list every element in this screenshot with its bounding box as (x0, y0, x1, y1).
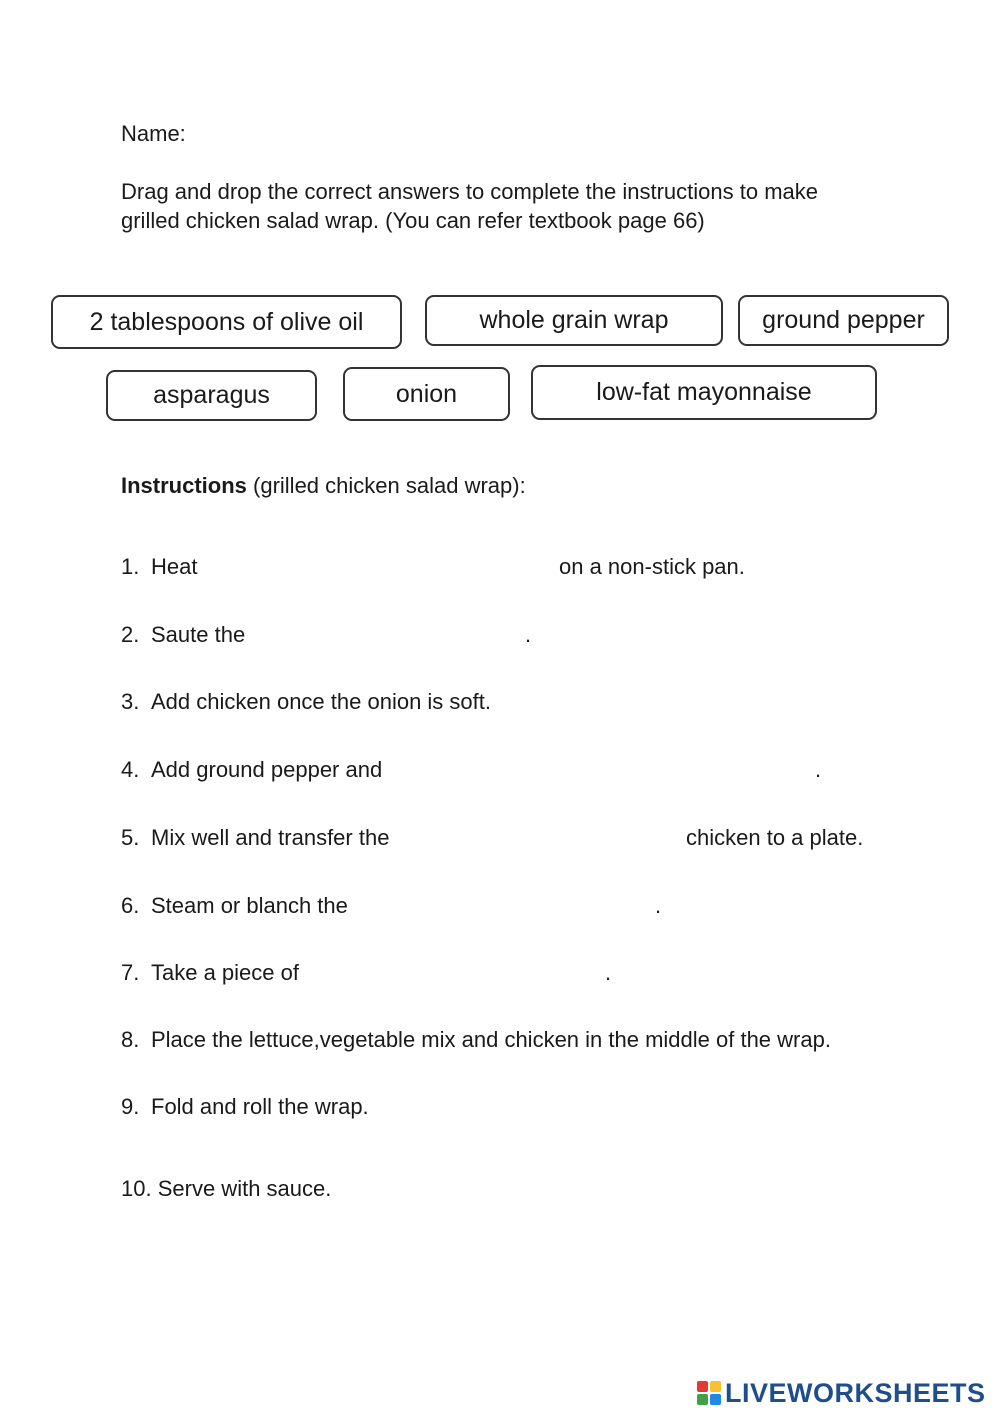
step-4 (121, 755, 382, 785)
step-1-text-after: on a non-stick pan. (559, 554, 745, 579)
step-4-text-after: . (815, 757, 822, 782)
liveworksheets-logo (697, 1376, 986, 1410)
step-text-before: Saute the (151, 622, 246, 647)
step-number: 9. (121, 1094, 140, 1119)
answer-chip-onion[interactable]: onion (343, 367, 510, 421)
step-number: 10. (121, 1176, 152, 1201)
step-6 (121, 891, 348, 921)
step-text-before: Mix well and transfer the (151, 825, 390, 850)
answer-chip-olive-oil[interactable]: 2 tablespoons of olive oil (51, 295, 402, 349)
step-7-text-after: . (605, 960, 612, 985)
step-9 (121, 1092, 369, 1122)
step-number: 4. (121, 757, 140, 782)
instructions-heading-rest: (grilled chicken salad wrap): (246, 473, 526, 498)
step-text: Add chicken once the onion is soft. (151, 689, 491, 714)
instruction-line-1: Drag and drop the correct answers to complete the instructions to make (121, 179, 819, 204)
step-5-text-after: chicken to a plate. (686, 825, 864, 850)
step-6-text-after: . (655, 893, 662, 918)
step-3 (121, 687, 491, 717)
step-2-text-after: . (525, 622, 532, 647)
step-7 (121, 958, 299, 988)
liveworksheets-logo-icon (697, 1381, 721, 1405)
step-text: Serve with sauce. (157, 1176, 332, 1201)
drop-zone-4[interactable] (414, 820, 678, 856)
drop-zone-6[interactable] (321, 955, 601, 991)
instructions-heading (121, 471, 526, 501)
instruction-line-2: grilled chicken salad wrap. (You can refer textbook page 66) (121, 208, 705, 233)
step-2 (121, 620, 245, 650)
step-number: 5. (121, 825, 140, 850)
step-number: 2. (121, 622, 140, 647)
step-10 (121, 1174, 331, 1204)
answer-chip-asparagus[interactable]: asparagus (106, 370, 317, 421)
step-1 (121, 552, 197, 582)
step-number: 8. (121, 1027, 140, 1052)
step-text-before: Take a piece of (151, 960, 299, 985)
step-8 (121, 1025, 831, 1055)
drop-zone-5[interactable] (370, 888, 652, 924)
answer-chip-low-fat-mayonnaise[interactable]: low-fat mayonnaise (531, 365, 877, 420)
liveworksheets-logo-text: LIVEWORKSHEETS (725, 1377, 986, 1408)
instructions-heading-bold: Instructions (121, 473, 247, 498)
step-number: 1. (121, 554, 140, 579)
drop-zone-3[interactable] (406, 752, 812, 788)
step-number: 3. (121, 689, 140, 714)
step-text-before: Steam or blanch the (151, 893, 348, 918)
drop-zone-2[interactable] (260, 617, 522, 653)
answer-chip-whole-grain-wrap[interactable]: whole grain wrap (425, 295, 723, 346)
step-text: Fold and roll the wrap. (151, 1094, 369, 1119)
step-number: 6. (121, 893, 140, 918)
step-text-before: Heat (151, 554, 198, 579)
name-label: Name: (121, 121, 186, 146)
step-number: 7. (121, 960, 140, 985)
step-text-before: Add ground pepper and (151, 757, 383, 782)
step-text: Place the lettuce,vegetable mix and chicken in the middle of the wrap. (151, 1027, 831, 1052)
step-5 (121, 823, 389, 853)
answer-chip-ground-pepper[interactable]: ground pepper (738, 295, 949, 346)
drop-zone-1[interactable] (210, 549, 550, 585)
